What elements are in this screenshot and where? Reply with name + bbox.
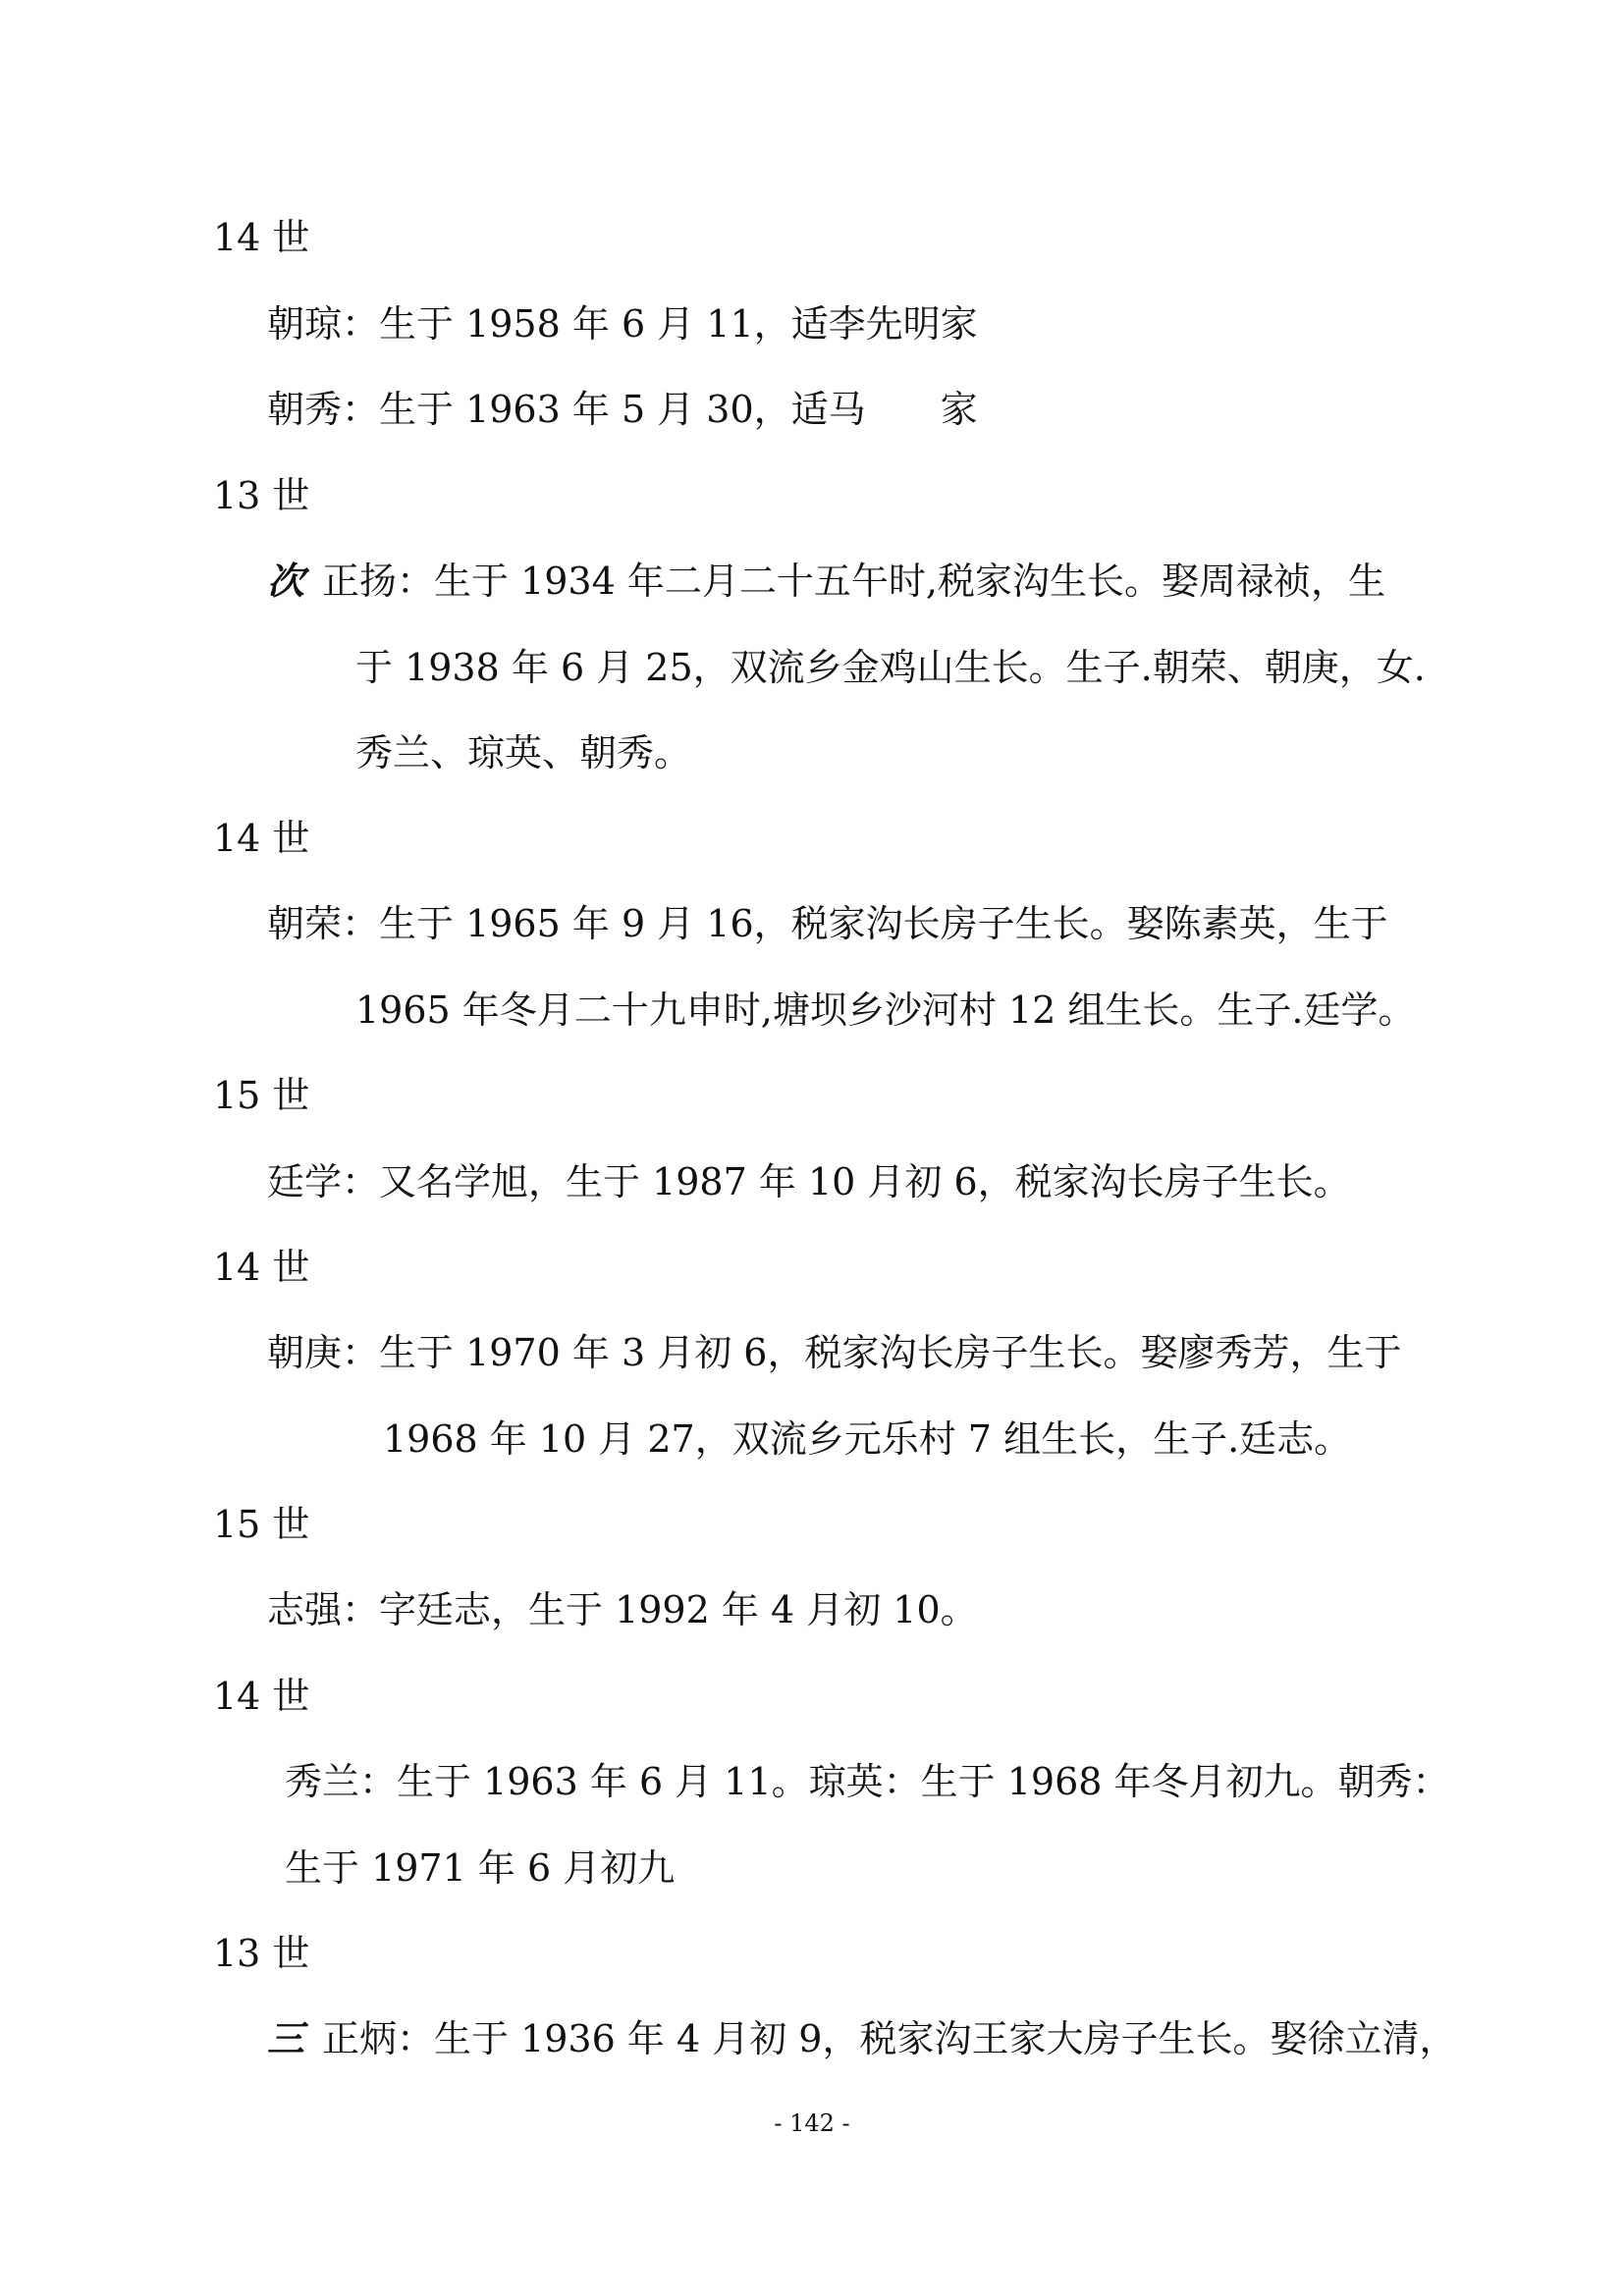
entry-text: 正扬：生于 1934 年二月二十五午时,税家沟生长。娶周禄祯，生 — [322, 560, 1385, 603]
entry-line: 朝琼：生于 1958 年 6 月 11，适李先明家 — [267, 302, 978, 346]
page-number: - 142 - — [774, 2109, 850, 2137]
ordinal-mark: 次 — [267, 559, 305, 603]
entry-text: 正炳：生于 1936 年 4 月初 9，税家沟王家大房子生长。娶徐立清， — [322, 2017, 1457, 2060]
entry-line: 朝庚：生于 1970 年 3 月初 6，税家沟长房子生长。娶廖秀芳，生于 — [267, 1331, 1402, 1374]
generation-heading: 15 世 — [213, 1503, 310, 1546]
entry-line: 廷学：又名学旭，生于 1987 年 10 月初 6，税家沟长房子生长。 — [267, 1160, 1351, 1203]
generation-heading: 14 世 — [213, 216, 310, 259]
generation-heading: 15 世 — [213, 1074, 310, 1117]
entry-line: 志强：字廷志，生于 1992 年 4 月初 10。 — [267, 1588, 978, 1631]
entry-continuation: 1965 年冬月二十九申时,塘坝乡沙河村 12 组生长。生子.廷学。 — [355, 988, 1416, 1032]
entry-line — [267, 557, 1385, 606]
entry-line: 朝秀：生于 1963 年 5 月 30，适马 家 — [267, 388, 978, 431]
entry-continuation: 1968 年 10 月 27，双流乡元乐村 7 组生长，生子.廷志。 — [383, 1417, 1352, 1461]
generation-heading: 14 世 — [213, 1246, 310, 1289]
entry-line: 秀兰：生于 1963 年 6 月 11。琼英：生于 1968 年冬月初九。朝秀： — [285, 1760, 1450, 1803]
entry-line — [267, 2014, 1456, 2063]
entry-line: 朝荣：生于 1965 年 9 月 16，税家沟长房子生长。娶陈素英，生于 — [267, 902, 1388, 945]
entry-continuation: 秀兰、琼英、朝秀。 — [355, 731, 692, 774]
generation-heading: 14 世 — [213, 1675, 310, 1718]
generation-heading: 13 世 — [213, 474, 310, 517]
ordinal-mark: 三 — [267, 2016, 305, 2060]
entry-continuation: 生于 1971 年 6 月初九 — [285, 1846, 676, 1890]
generation-heading: 13 世 — [213, 1932, 310, 1975]
entry-continuation: 于 1938 年 6 月 25，双流乡金鸡山生长。生子.朝荣、朝庚，女. — [355, 646, 1426, 689]
generation-heading: 14 世 — [213, 817, 310, 860]
